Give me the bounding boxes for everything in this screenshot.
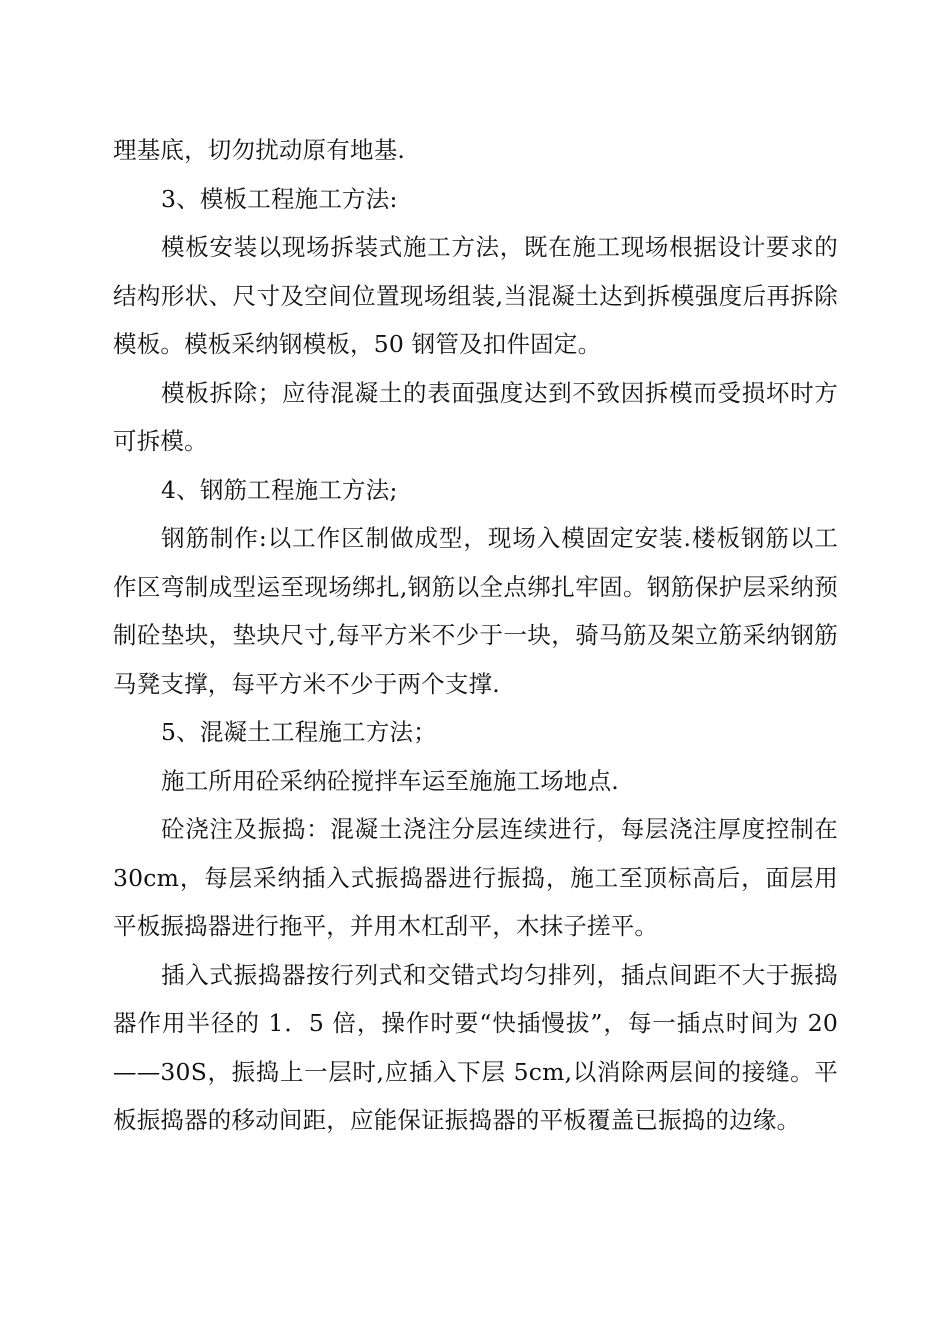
heading-formwork-method: 3、模板工程施工方法: (161, 184, 398, 213)
paragraph-concrete-pouring: 砼浇注及振捣：混凝土浇注分层连续进行，每层浇注厚度控制在 30cm，每层采纳插入式振捣器进行振捣，施工至顶标高后，面层用平板振捣器进行拖平，并用木杠刮平，木抹子搓平。 (113, 815, 838, 940)
paragraph-base-treatment: 理基底，切勿扰动原有地基. (113, 136, 406, 164)
paragraph-rebar-fabrication: 钢筋制作:以工作区制做成型，现场入模固定安装.楼板钢筋以工作区弯制成型运至现场绑扎,钢筋以全点绑扎牢固。钢筋保护层采纳预制砼垫块，垫块尺寸,每平方米不少于一块，骑马筋及架立筋采纳钢筋马凳支撑，每平方米不少于两个支撑. (113, 524, 838, 698)
heading-rebar-method: 4、钢筋工程施工方法; (161, 475, 398, 504)
document-body (113, 126, 838, 1145)
paragraph-formwork-removal: 模板拆除；应待混凝土的表面强度达到不致因拆模而受损坏时方可拆模。 (113, 378, 838, 455)
paragraph-formwork-installation: 模板安装以现场拆装式施工方法，既在施工现场根据设计要求的结构形状、尺寸及空间位置现场组装,当混凝土达到拆模强度后再拆除模板。模板采纳钢模板，50 钢管及扣件固定。 (113, 233, 838, 358)
paragraph-concrete-transport: 施工所用砼采纳砼搅拌车运至施施工场地点. (161, 766, 619, 795)
heading-concrete-method: 5、混凝土工程施工方法； (161, 718, 437, 746)
paragraph-vibrator-arrangement: 插入式振捣器按行列式和交错式均匀排列，插点间距不大于振捣器作用半径的 1．5 倍，操作时要“快插慢拔”，每一插点时间为 20——30S，振捣上一层时,应插入下层 5cm,以消除两层间的接缝。平板振捣器的移动间距，应能保证振捣器的平板覆盖已振捣的边缘。 (113, 960, 838, 1134)
